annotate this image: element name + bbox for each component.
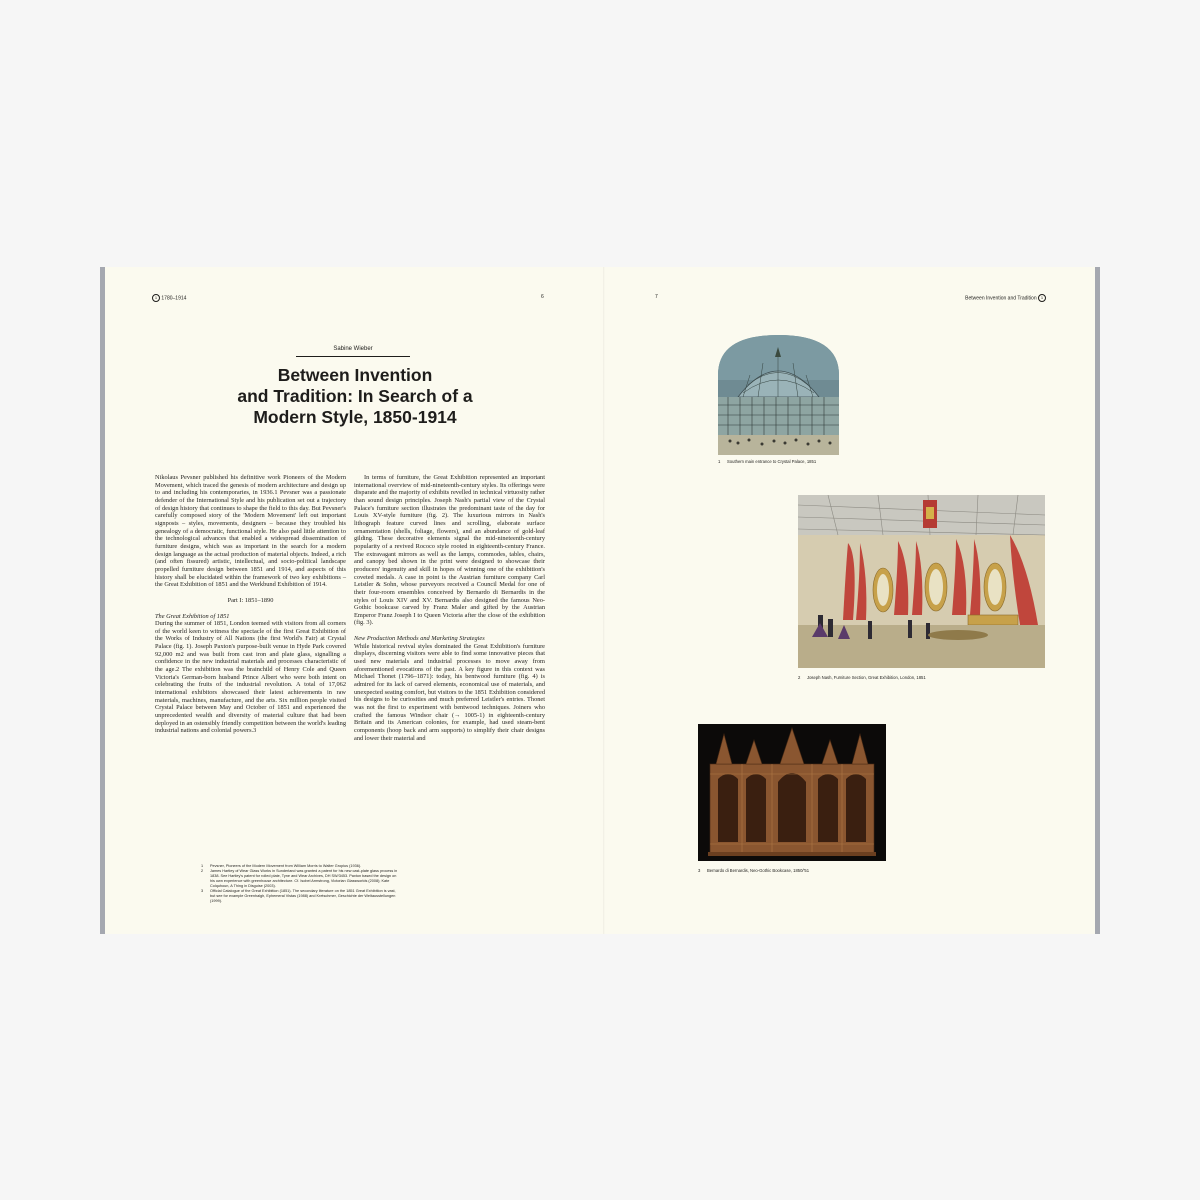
- book-spread: [100, 267, 1100, 934]
- text-column-2: [354, 474, 545, 742]
- text-column-1: [155, 474, 346, 735]
- title-line-1: Between Invention: [277, 365, 433, 385]
- running-head-right: [965, 294, 1046, 302]
- caption-figure-1: 1 Southern main entrance to Crystal Palace, 1851: [718, 459, 817, 464]
- title-line-2: and Tradition: In Search of a: [237, 386, 473, 406]
- running-head-left-text: 1780–1914: [161, 295, 187, 302]
- crystal-palace-engraving: [718, 335, 839, 455]
- footnote: 2 James Hartley of Wear Glass Works in Sunderland was granted a patent for his new cast-plate glass process in 1838. See Hartley's patent for rolled plate, Tyne and Wear Archives, DH SW/3453. Paxton based the design on his own experience with greenhouse architecture. Cf. Isobel Armstrong, Victorian Glassworlds (2008); Kate Colquhoun, A Thing in Disguise (2003).: [201, 869, 398, 888]
- body-paragraph: While historical revival styles dominated the Great Exhibition's furniture displays, discerning visitors were able to find some innovative pieces that used new materials and industrial processes to move away from aforementioned evocations of the past. A key figure in this context was Michael Thonet (1796–1871): today, his bentwood furniture (fig. 4) is admired for its lack of carved elements, economical use of materials, and unexpected seating comfort, but visitors to the 1851 Exhibition considered his designs to be curiosities and much preferred Leistler's entries. Thonet was not the first to experiment with bentwood techniques. Joiners who crafted the famous Windsor chair (→ 1005-1) in eighteenth-century Britain and its American colonies, for example, had used steam-bent components (hoop back and arm supports) to simplify their chair designs and lower their material and: [354, 642, 545, 742]
- running-head-left: [152, 294, 186, 302]
- footnote: 1 Pevsner, Pioneers of the Modern Movement from William Morris to Walter Gropius (1936).: [201, 864, 362, 868]
- part-heading: Part I: 1851–1890: [227, 596, 274, 604]
- caption-figure-3: 3 Bernardo di Bernardis, Neo-Gothic Bookcase, 1850/'51: [698, 868, 810, 873]
- title-line-3: Modern Style, 1850-1914: [253, 407, 457, 427]
- body-paragraph: During the summer of 1851, London teemed with visitors from all corners of the world keen to witness the spectacle of the first Great Exhibition of the Works of Industry of All Nations (the first World's Fair) at Crystal Palace (fig. 1). Joseph Paxton's purpose-built venue in Hyde Park covered 92,000 m2 and was built from cast iron and plate glass, signalling a confidence in the new industrial materials and processes characteristic of the age.2 The exhibition was the brainchild of Henry Cole and Queen Victoria's German-born husband Prince Albert who were both intent on celebrating the fruits of the industrial revolution. A total of 17,062 international exhibitors showcased their latest achievements in raw materials, machines, manufacture, and the arts. Six million people visited Crystal Palace between May and October of 1851 and experienced the unprecedented wealth and diversity of material culture that had been deployed in an ostensibly friendly competition between the world's leading industrial nations and colonial powers.3: [155, 620, 346, 735]
- furniture-section-image: [798, 495, 1045, 668]
- neo-gothic-bookcase-photo: [698, 724, 886, 861]
- article-title: [205, 365, 505, 428]
- page-number-right: 7: [655, 294, 658, 300]
- footnote: 3 Official Catalogue of the Great Exhibition (1851). The secondary literature on the 1851 Great Exhibition is vast, but see for example Greenhalgh, Ephemeral Vistas (1988) and Kretschmer, Geschichte der Weltausstellungen (1999).: [201, 889, 396, 903]
- body-paragraph: In terms of furniture, the Great Exhibition represented an important international overview of mid-nineteenth-century styles. Its offerings were disparate and the majority of exhibits revelled in technical virtuosity rather than sound design principles. Joseph Nash's partial view of the Crystal Palace's furniture section illustrates the predominant taste of the day for Louis XV-style furniture (fig. 2). The luxurious mirrors in Nash's lithograph feature curved lines and scrolling, elaborate surface ornamentation (shells, foliage, flowers), and an abundance of gold-leaf gilding. These decorative elements signal the mid-nineteenth-century popularity of a revived Rococo style rooted in eighteenth-century France. The extravagant mirrors as well as the lamps, commodes, tables, chairs, and canopy bed shown in the print were designed to showcase their producers' ingenuity and skill in hopes of winning one of the exhibition's coveted medals. A case in point is the Austrian furniture company Carl Leistler & Sohn, whose purveyors received a Council Medal for one of their four-room ensembles conceived by Bernardo di Bernardis in the styles of Louis XIV and XV. Bernardis also designed the famous Neo-Gothic bookcase carved by Franz Maler and gifted by the Austrian Emperor Franz Joseph I to Queen Victoria after the close of the exhibition (fig. 3).: [354, 474, 545, 627]
- gutter: [603, 267, 605, 934]
- body-paragraph: Nikolaus Pevsner published his definitive work Pioneers of the Modern Movement, which traced the genesis of modern architecture and design up to and including his contemporaries, in 1936.1 Pevsner was a passionate defender of the International Style and his publication set out a trajectory of design history that continues to shape the field to this day. But Pevsner's carefully composed story of the 'Modern Movement' left out important signposts – styles, movements, designers – because they troubled his genealogy of a democratic, functional style. He also paid little attention to the technological advances that enabled a widespread dissemination of furniture designs, which was as important in the search for a modern design language as the actual production of material objects. Indeed, a rich (and often fissured) artistic, intellectual, and socio-political landscape propelled furniture design between 1851 and 1914, and aspects of this history shall be elucidated within the framework of two key exhibitions – the Great Exhibition of 1851 and the Werkbund Exhibition of 1914.: [155, 474, 346, 589]
- furniture-section-lithograph: [798, 495, 1045, 668]
- subheading: The Great Exhibition of 1851: [155, 612, 230, 620]
- page-number-left: 6: [541, 294, 544, 300]
- author-name: Sabine Wieber: [296, 346, 410, 357]
- neo-gothic-bookcase-image: [698, 724, 886, 861]
- running-head-right-text: Between Invention and Tradition: [965, 295, 1037, 302]
- section-number-icon: 1: [1038, 294, 1046, 302]
- section-number-icon: 1: [152, 294, 160, 302]
- subheading: New Production Methods and Marketing Strategies: [354, 635, 485, 643]
- caption-figure-2: 2 Joseph Nash, Furniture Section, Great Exhibition, London, 1851: [798, 675, 926, 680]
- footnotes: [201, 864, 401, 904]
- crystal-palace-image: [718, 335, 839, 455]
